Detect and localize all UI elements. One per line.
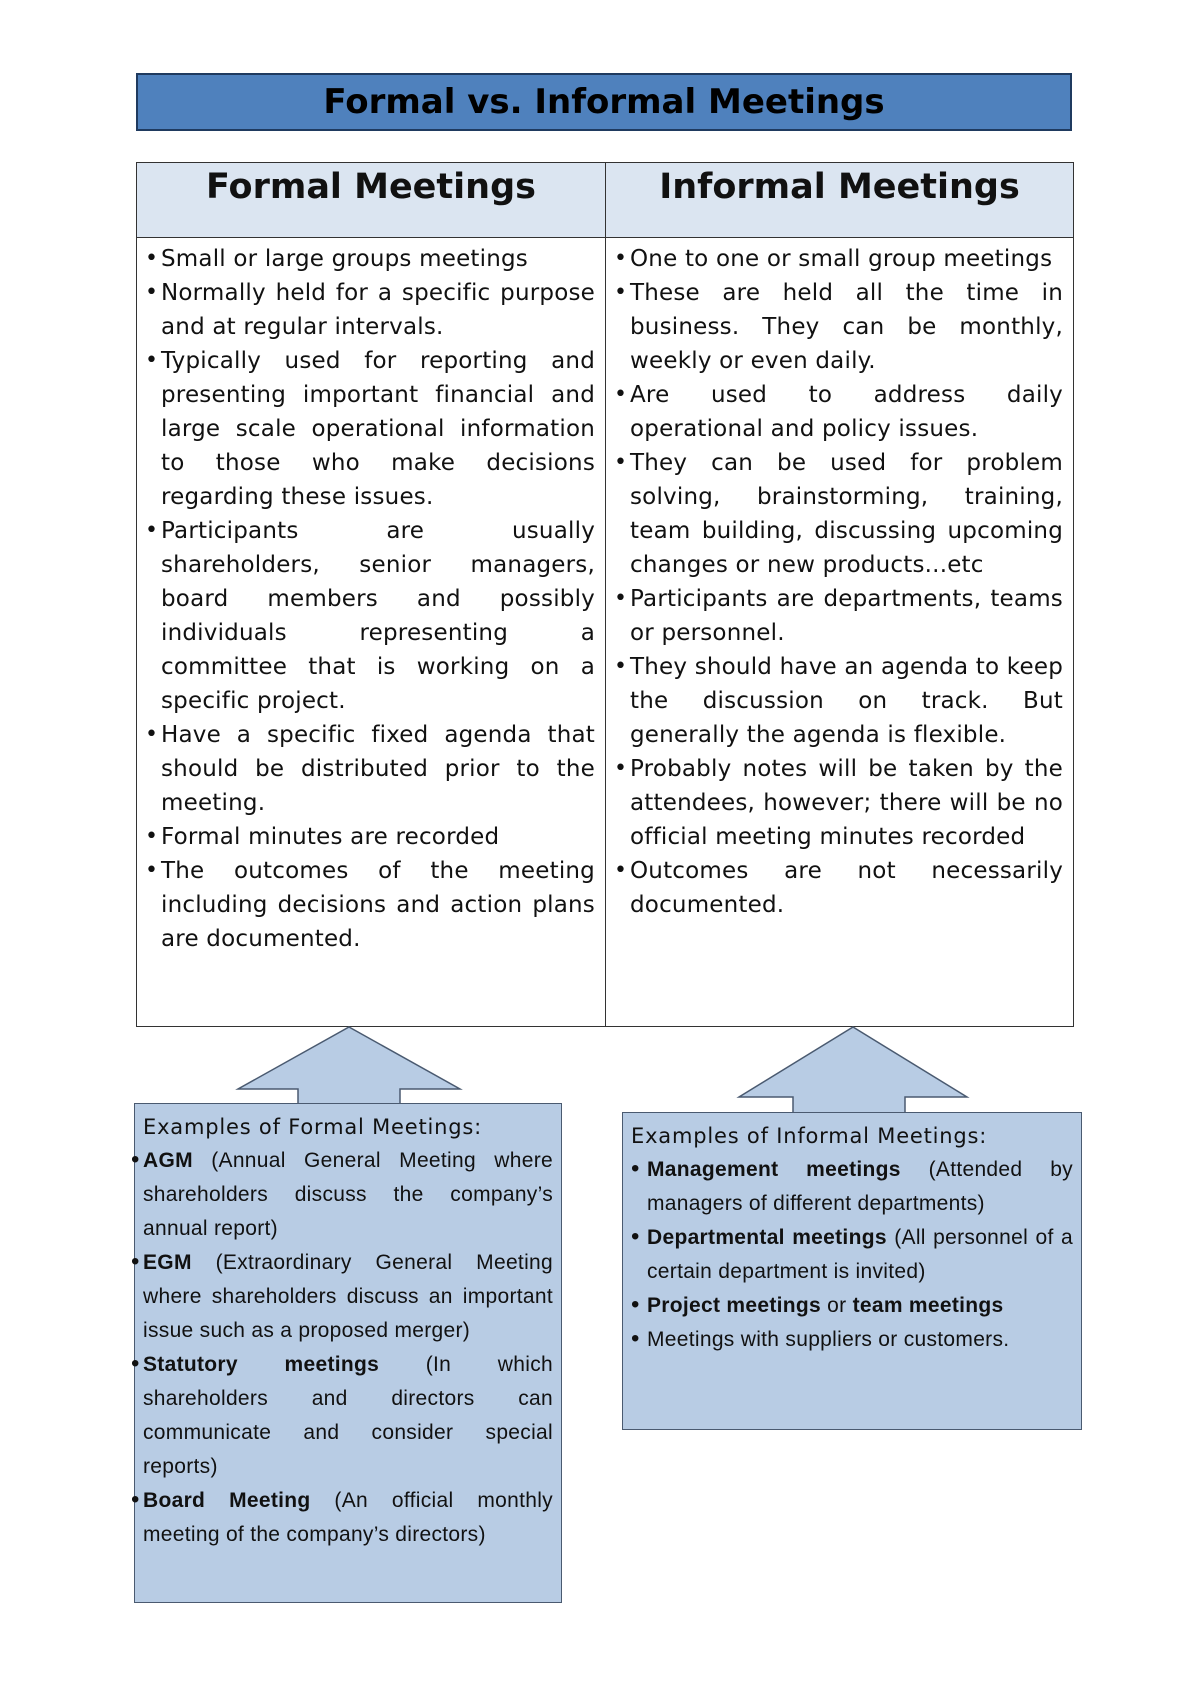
list-item: • Have a specific fixed agenda that should be distributed prior to the meeting. bbox=[145, 718, 595, 820]
informal-examples-box bbox=[622, 1112, 1082, 1430]
formal-heading: Formal Meetings bbox=[137, 163, 606, 238]
list-item bbox=[631, 1289, 1073, 1323]
example-name-secondary: team meetings bbox=[852, 1294, 1004, 1317]
example-desc: (Attended by managers of different departments) bbox=[647, 1158, 1073, 1215]
list-item: • One to one or small group meetings bbox=[614, 242, 1063, 276]
example-desc: (Annual General Meeting where shareholders discuss the company’s annual report) bbox=[143, 1149, 553, 1240]
example-name: Departmental meetings bbox=[647, 1226, 887, 1249]
example-desc: (An official monthly meeting of the company’s directors) bbox=[143, 1489, 553, 1546]
informal-heading: Informal Meetings bbox=[606, 163, 1074, 238]
list-item bbox=[143, 1144, 553, 1246]
formal-points-list bbox=[145, 242, 595, 956]
example-name: Statutory meetings bbox=[143, 1353, 380, 1376]
formal-examples-box bbox=[134, 1103, 562, 1603]
list-item: • They can be used for problem solving, brainstorming, training, team building, discussing upcoming changes or new products...etc bbox=[614, 446, 1063, 582]
list-item: • Participants are usually shareholders, senior managers, board members and possibly individuals representing a committee that is working on a specific project. bbox=[145, 514, 595, 718]
example-desc: (In which shareholders and directors can communicate and consider special reports) bbox=[143, 1353, 553, 1478]
list-item: • The outcomes of the meeting including decisions and action plans are documented. bbox=[145, 854, 595, 956]
example-name: AGM bbox=[143, 1149, 193, 1172]
informal-points-list bbox=[614, 242, 1063, 922]
page-title: Formal vs. Informal Meetings bbox=[136, 73, 1072, 131]
example-name: Board Meeting bbox=[143, 1489, 311, 1512]
formal-up-arrow-icon bbox=[234, 1025, 464, 1105]
formal-examples-list bbox=[143, 1144, 553, 1552]
list-item: • Formal minutes are recorded bbox=[145, 820, 595, 854]
list-item: • Normally held for a specific purpose and at regular intervals. bbox=[145, 276, 595, 344]
example-desc: or bbox=[821, 1294, 853, 1317]
list-item: • Small or large groups meetings bbox=[145, 242, 595, 276]
example-name: Project meetings bbox=[647, 1294, 822, 1317]
list-item: • Outcomes are not necessarily documented. bbox=[614, 854, 1063, 922]
list-item: • They should have an agenda to keep the discussion on track. But generally the agenda is flexible. bbox=[614, 650, 1063, 752]
example-desc: (All personnel of a certain department is invited) bbox=[647, 1226, 1073, 1283]
informal-column bbox=[606, 238, 1074, 1027]
list-item: • Are used to address daily operational and policy issues. bbox=[614, 378, 1063, 446]
example-desc: Meetings with suppliers or customers. bbox=[647, 1328, 1010, 1351]
formal-column bbox=[137, 238, 606, 1027]
formal-examples-title: Examples of Formal Meetings: bbox=[143, 1115, 482, 1139]
list-item bbox=[143, 1484, 553, 1552]
informal-examples-title: Examples of Informal Meetings: bbox=[631, 1124, 988, 1148]
informal-examples-list bbox=[631, 1153, 1073, 1357]
example-name: Management meetings bbox=[647, 1158, 901, 1181]
list-item bbox=[631, 1153, 1073, 1221]
list-item: • Typically used for reporting and presenting important financial and large scale operational information to those who make decisions regarding these issues. bbox=[145, 344, 595, 514]
list-item bbox=[631, 1221, 1073, 1289]
list-item: • These are held all the time in business. They can be monthly, weekly or even daily. bbox=[614, 276, 1063, 378]
example-desc: (Extraordinary General Meeting where shareholders discuss an important issue such as a proposed merger) bbox=[143, 1251, 553, 1342]
list-item bbox=[143, 1348, 553, 1484]
list-item: • Probably notes will be taken by the attendees, however; there will be no official meeting minutes recorded bbox=[614, 752, 1063, 854]
list-item bbox=[631, 1323, 1073, 1357]
comparison-table bbox=[136, 162, 1074, 1027]
list-item: • Participants are departments, teams or personnel. bbox=[614, 582, 1063, 650]
informal-up-arrow-icon bbox=[735, 1025, 971, 1115]
list-item bbox=[143, 1246, 553, 1348]
example-name: EGM bbox=[143, 1251, 192, 1274]
